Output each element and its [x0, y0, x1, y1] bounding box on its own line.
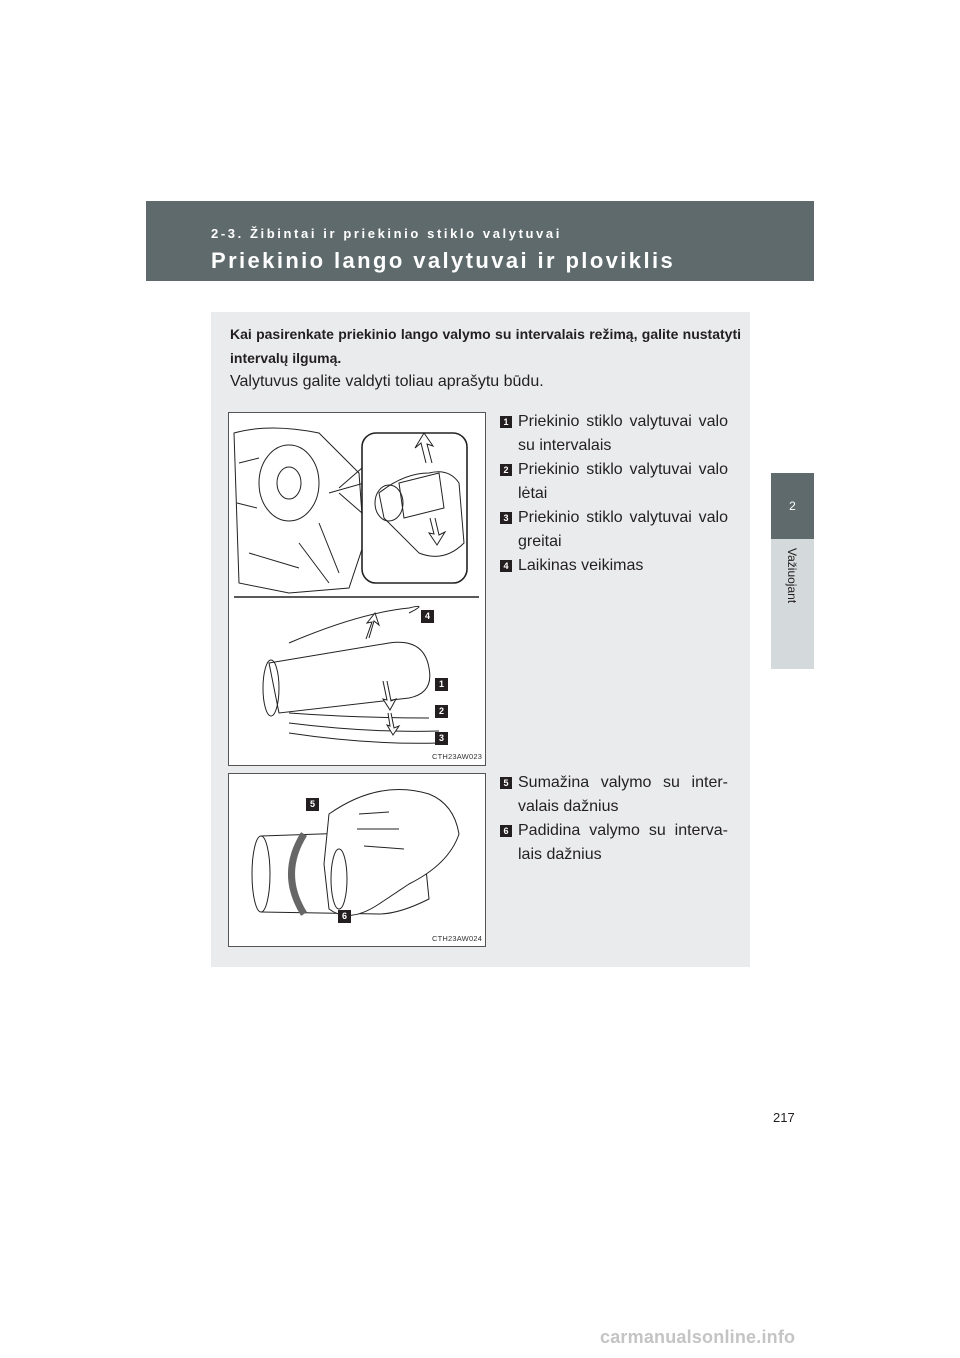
marker-2: 2: [435, 705, 448, 718]
marker-5: 5: [306, 798, 319, 811]
list-item: [500, 554, 728, 578]
item-text: Padidina valymo su interva-lais dažnius: [518, 822, 728, 863]
figure-wiper-interval-ring: [228, 773, 486, 947]
page-number: 217: [773, 1110, 795, 1125]
section-label: 2-3. Žibintai ir priekinio stiklo valytuvai: [211, 226, 562, 241]
marker-4: 4: [421, 610, 434, 623]
list-item: [500, 458, 728, 506]
chapter-number: 2: [789, 499, 796, 513]
interval-ring-illustration: [229, 774, 485, 946]
item-number: 6: [500, 825, 512, 837]
item-text: Priekinio stiklo valytuvai valo su intervalais: [518, 413, 728, 454]
item-number: 4: [500, 560, 512, 572]
item-text: Sumažina valymo su inter-valais dažnius: [518, 774, 728, 815]
chapter-tab: [771, 473, 814, 539]
marker-3: 3: [435, 732, 448, 745]
marker-6: 6: [338, 910, 351, 923]
item-number: 1: [500, 416, 512, 428]
figure-wiper-lever: [228, 412, 486, 766]
page-title: Priekinio lango valytuvai ir ploviklis: [211, 248, 676, 273]
list-item: [500, 506, 728, 554]
figure-code: CTH23AW023: [432, 752, 483, 761]
item-text: Priekinio stiklo valytuvai valo greitai: [518, 509, 728, 550]
intro-text: Valytuvus galite valdyti toliau aprašytu būdu.: [230, 373, 544, 390]
watermark: carmanualsonline.info: [600, 1327, 796, 1347]
item-number: 3: [500, 512, 512, 524]
list-item: [500, 410, 728, 458]
item-number: 5: [500, 777, 512, 789]
list-item: [500, 771, 728, 819]
item-text: Laikinas veikimas: [518, 557, 644, 574]
figure-code: CTH23AW024: [432, 934, 483, 943]
list-item: [500, 819, 728, 867]
item-text: Priekinio stiklo valytuvai valo lėtai: [518, 461, 728, 502]
chapter-name: Važiuojant: [785, 548, 799, 604]
intro-bold-text: Kai pasirenkate priekinio lango valymo su intervalais režimą, galite nustatyti intervalų ilgumą.: [230, 326, 741, 366]
item-number: 2: [500, 464, 512, 476]
marker-1: 1: [435, 678, 448, 691]
